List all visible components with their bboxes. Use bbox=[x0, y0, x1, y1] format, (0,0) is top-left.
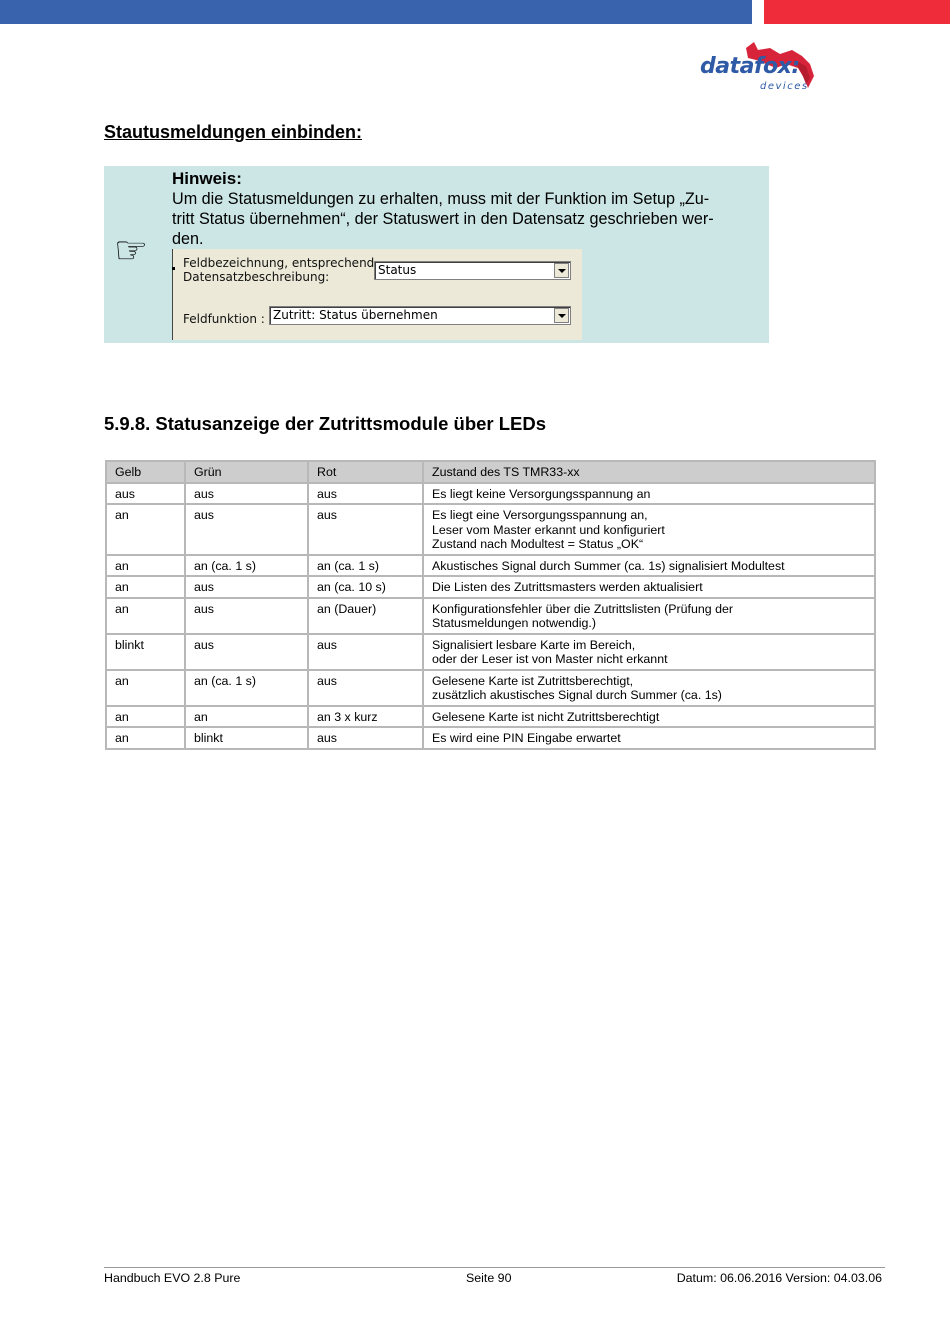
table-cell-state bbox=[423, 670, 875, 706]
header-red: Rot bbox=[308, 461, 423, 483]
table-cell-state bbox=[423, 634, 875, 670]
note-line: tritt Status übernehmen“, der Statuswert in den Datensatz geschrieben wer- bbox=[172, 210, 714, 228]
table-row bbox=[106, 483, 875, 505]
chevron-down-icon[interactable] bbox=[554, 308, 569, 323]
function-label: Feldfunktion : bbox=[183, 312, 265, 326]
note-line: den. bbox=[172, 230, 204, 248]
state-line: Die Listen des Zutrittsmasters werden aktualisiert bbox=[432, 580, 703, 594]
table-cell-state bbox=[423, 576, 875, 598]
note-box bbox=[104, 166, 769, 343]
header-bar-blue bbox=[0, 0, 752, 24]
note-line: Um die Statusmeldungen zu erhalten, muss mit der Funktion im Setup „Zu- bbox=[172, 190, 710, 208]
logo-subtext: devices bbox=[760, 81, 809, 92]
function-select-value: Zutritt: Status übernehmen bbox=[273, 308, 438, 322]
table-cell: an bbox=[106, 727, 185, 749]
header-green: Grün bbox=[185, 461, 308, 483]
bullet-dot bbox=[172, 267, 175, 270]
setup-dialog-screenshot bbox=[172, 249, 582, 340]
table-cell: aus bbox=[185, 634, 308, 670]
table-cell: aus bbox=[185, 576, 308, 598]
state-line: Es liegt eine Versorgungsspannung an, bbox=[432, 508, 648, 522]
footer-right: Datum: 06.06.2016 Version: 04.03.06 bbox=[676, 1271, 882, 1285]
table-cell: aus bbox=[308, 504, 423, 555]
table-cell: an bbox=[106, 706, 185, 728]
table-cell: blinkt bbox=[106, 634, 185, 670]
table-header-row bbox=[106, 461, 875, 483]
table-cell: an (Dauer) bbox=[308, 598, 423, 634]
note-text bbox=[172, 189, 762, 249]
datafox-logo bbox=[700, 42, 820, 98]
table-cell-state bbox=[423, 555, 875, 577]
state-line: Leser vom Master erkannt und konfiguriert bbox=[432, 522, 665, 537]
header-yellow: Gelb bbox=[106, 461, 185, 483]
table-cell: aus bbox=[308, 483, 423, 505]
table-body bbox=[106, 483, 875, 749]
state-line: Es wird eine PIN Eingabe erwartet bbox=[432, 731, 621, 745]
state-line: Statusmeldungen notwendig.) bbox=[432, 616, 596, 630]
table-row bbox=[106, 576, 875, 598]
table-cell-state bbox=[423, 706, 875, 728]
state-line: Signalisiert lesbare Karte im Bereich, bbox=[432, 637, 636, 652]
table-cell: aus bbox=[185, 483, 308, 505]
table-row bbox=[106, 670, 875, 706]
table-cell-state bbox=[423, 727, 875, 749]
section-heading: 5.9.8. Statusanzeige der Zutrittsmodule über LEDs bbox=[104, 413, 547, 434]
chevron-down-icon[interactable] bbox=[554, 263, 569, 278]
table-cell: an (ca. 1 s) bbox=[185, 555, 308, 577]
header-state: Zustand des TS TMR33-xx bbox=[423, 461, 875, 483]
table-row bbox=[106, 706, 875, 728]
state-line: Gelesene Karte ist nicht Zutrittsberechtigt bbox=[432, 709, 660, 724]
table-cell-state bbox=[423, 504, 875, 555]
state-line: zusätzlich akustisches Signal durch Summer (ca. 1s) bbox=[432, 688, 722, 702]
table-cell-state bbox=[423, 598, 875, 634]
table-cell: an (ca. 10 s) bbox=[308, 576, 423, 598]
table-cell: aus bbox=[308, 634, 423, 670]
state-line: Konfigurationsfehler über die Zutrittslisten (Prüfung der bbox=[432, 601, 733, 616]
footer-divider bbox=[104, 1267, 885, 1268]
table-cell-state bbox=[423, 483, 875, 505]
table-cell: aus bbox=[185, 598, 308, 634]
state-line: oder der Leser ist von Master nicht erkannt bbox=[432, 652, 668, 666]
header-bar-red bbox=[764, 0, 950, 24]
table-cell: aus bbox=[185, 504, 308, 555]
table-row bbox=[106, 727, 875, 749]
table-cell: an (ca. 1 s) bbox=[308, 555, 423, 577]
table-row bbox=[106, 634, 875, 670]
state-line: Zustand nach Modultest = Status „OK“ bbox=[432, 537, 644, 551]
table-cell: an bbox=[185, 706, 308, 728]
table-cell: aus bbox=[106, 483, 185, 505]
table-cell: an bbox=[106, 555, 185, 577]
field-label: Feldbezeichnung, entsprechend Datensatzbeschreibung: bbox=[183, 256, 375, 284]
table-cell: aus bbox=[308, 727, 423, 749]
table-row bbox=[106, 504, 875, 555]
table-cell: blinkt bbox=[185, 727, 308, 749]
table-cell: an bbox=[106, 576, 185, 598]
table-cell: an (ca. 1 s) bbox=[185, 670, 308, 706]
table-cell: an bbox=[106, 670, 185, 706]
table-row bbox=[106, 555, 875, 577]
field-select[interactable] bbox=[374, 261, 571, 280]
table-cell: aus bbox=[308, 670, 423, 706]
state-line: Gelesene Karte ist Zutrittsberechtigt, bbox=[432, 673, 634, 688]
table-cell: an bbox=[106, 598, 185, 634]
logo-text: datafox: bbox=[700, 54, 800, 79]
table-cell: an bbox=[106, 504, 185, 555]
state-line: Es liegt keine Versorgungsspannung an bbox=[432, 486, 651, 501]
led-status-table bbox=[105, 460, 876, 750]
table-row bbox=[106, 598, 875, 634]
footer-left: Handbuch EVO 2.8 Pure bbox=[104, 1271, 241, 1285]
state-line: Akustisches Signal durch Summer (ca. 1s) signalisiert Modultest bbox=[432, 558, 785, 573]
note-heading: Hinweis: bbox=[172, 169, 242, 188]
footer-page: Seite 90 bbox=[466, 1271, 512, 1285]
table-cell: an 3 x kurz bbox=[308, 706, 423, 728]
field-select-value: Status bbox=[378, 263, 417, 277]
section-title: Stautusmeldungen einbinden: bbox=[104, 122, 363, 142]
function-select[interactable] bbox=[269, 306, 571, 325]
pointing-hand-icon: ☞ bbox=[114, 228, 149, 272]
